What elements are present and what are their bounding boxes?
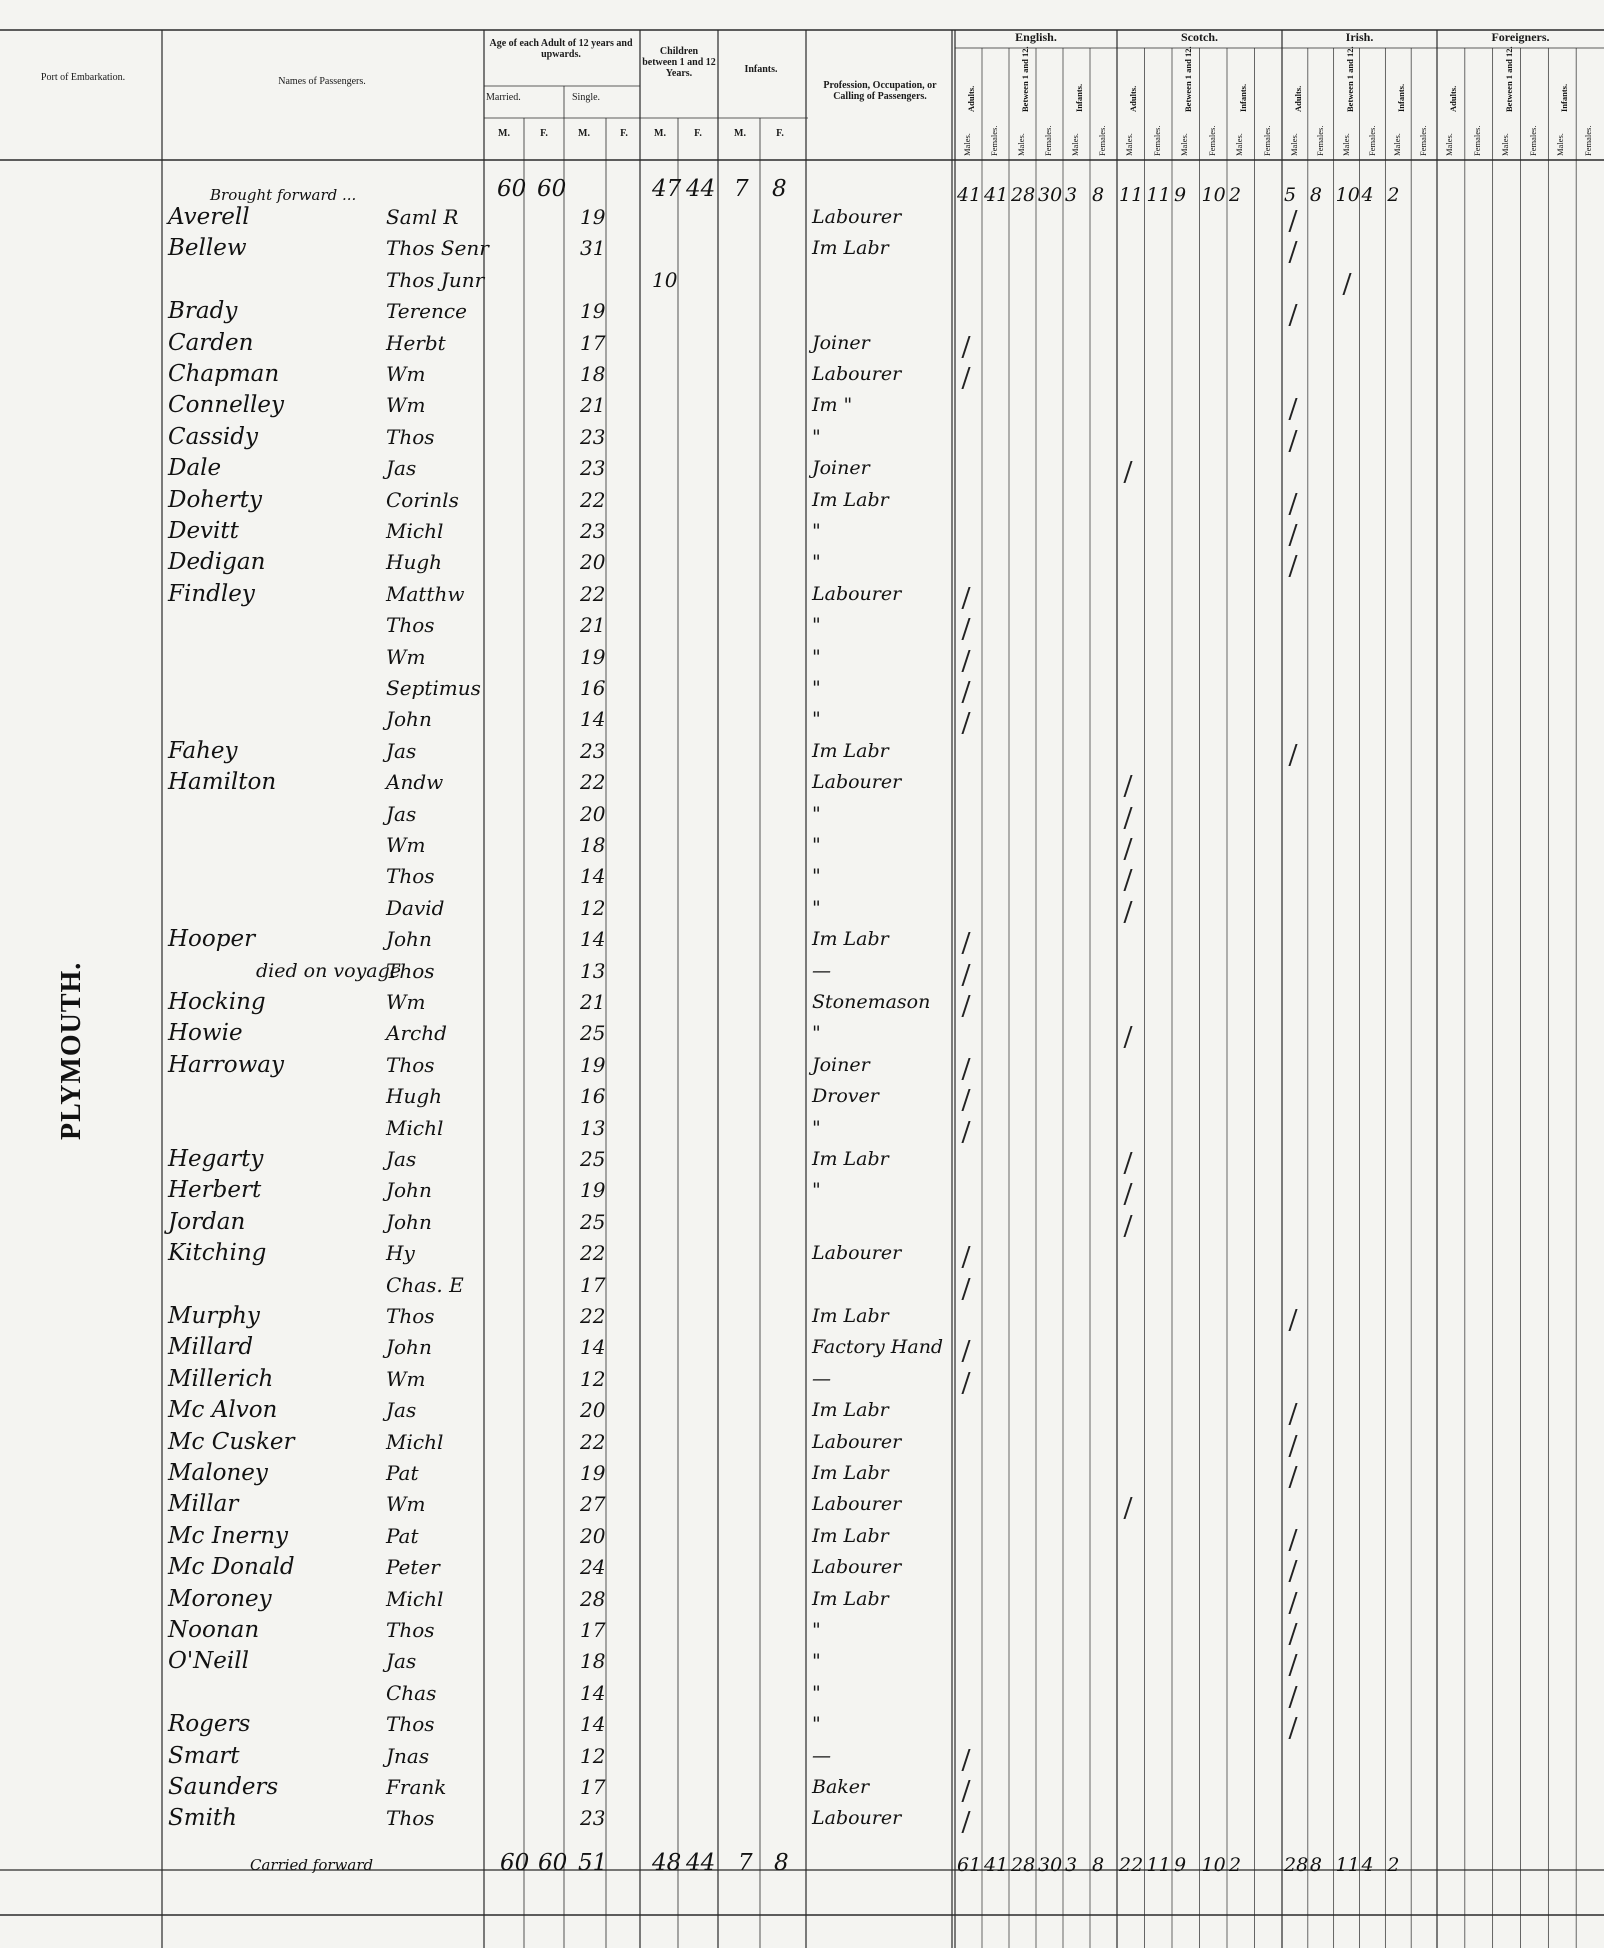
sex-subheader: Males. [1392,133,1403,156]
passenger-surname: Hegarty [168,1146,264,1172]
passenger-occ: " [812,551,821,574]
scotch-total: 11 [1146,1854,1171,1876]
passenger-age: 14 [580,1335,606,1360]
irish-total: 11 [1335,1854,1360,1876]
passenger-occ: — [812,1367,831,1390]
mf-label: M. [734,128,746,139]
passenger-age: 22 [580,1241,606,1266]
passenger-surname: Herbert [168,1177,262,1204]
passenger-surname: Chapman [168,361,280,387]
mf-label: F. [540,128,548,139]
bf-infants-f: 8 [772,176,787,202]
passenger-occ: Labourer [812,1556,902,1579]
passenger-age: 23 [580,738,606,763]
sex-subheader: Females. [1366,125,1377,156]
passenger-age: 19 [580,644,606,669]
passenger-age: 19 [580,299,606,324]
passenger-occ: Labourer [812,1493,902,1516]
scotch-total: 2 [1229,184,1242,206]
scotch-total: 9 [1174,1854,1187,1876]
passenger-age: 21 [580,990,606,1014]
scotch-total: 2 [1229,1854,1242,1876]
passenger-given: Michl [386,519,444,543]
cf-married-f: 60 [538,1850,568,1876]
passenger-surname: Mc Cusker [168,1428,295,1455]
passenger-given: Thos Junr [386,267,485,292]
age-group-subheader: Between 1 and 12. [1183,46,1193,112]
passenger-occ: " [812,425,821,448]
passenger-occ: Joiner [812,1053,870,1076]
english-total: 3 [1065,1854,1078,1876]
passenger-given: Jas [386,801,417,826]
passenger-occ: Labourer [812,1242,902,1265]
passenger-age: 27 [580,1492,606,1517]
passenger-given: Pat [386,1461,419,1485]
passenger-age: 12 [580,1743,606,1768]
passenger-age: 22 [580,770,606,795]
header-irish: Irish. [1345,30,1374,44]
passenger-occ: Im Labr [812,1587,889,1610]
passenger-occ: Im Labr [812,1148,889,1170]
passenger-age: 23 [580,519,606,543]
passenger-age: 13 [580,1115,606,1140]
mf-label: F. [694,128,702,139]
passenger-given: John [386,707,432,732]
passenger-age: 12 [580,1366,606,1391]
passenger-surname: Murphy [168,1303,260,1329]
passenger-given: Wm [386,644,426,669]
passenger-age: 17 [580,1272,606,1297]
passenger-occ: Im Labr [812,1462,889,1484]
passenger-surname: Mc Inerny [168,1522,289,1549]
passenger-surname: Devitt [168,518,239,544]
passenger-age: 20 [580,801,606,826]
age-group-subheader: Between 1 and 12. [1344,46,1355,112]
passenger-surname: Kitching [168,1240,267,1267]
header-children: Children between 1 and 12 Years. [642,46,716,79]
english-total: 41 [957,184,982,206]
bf-married-f: 60 [537,176,567,202]
passenger-occ: Im Labr [812,237,889,260]
passenger-age: 17 [580,1618,606,1642]
passenger-occ: Im Labr [812,1305,889,1327]
age-group-subheader: Adults. [1448,85,1458,112]
header-married: Married. [486,92,521,103]
passenger-surname: Carden [168,329,254,356]
passenger-given: Wm [386,833,426,857]
passenger-age: 28 [580,1586,606,1611]
passenger-given: Michl [386,1115,444,1140]
passenger-occ: Labourer [812,1430,902,1453]
scotch-total: 11 [1119,184,1144,206]
passenger-given: Andw [386,770,444,795]
sex-subheader: Males. [1340,133,1351,156]
mf-label: M. [578,128,590,139]
irish-total: 2 [1387,184,1400,206]
passenger-age: 21 [580,393,606,418]
passenger-given: Terence [386,299,467,324]
irish-total: 28 [1284,1854,1309,1876]
passenger-given: Frank [386,1775,447,1799]
passenger-occ: " [812,865,821,888]
passenger-occ: Im Labr [812,1399,889,1422]
passenger-surname: Doherty [168,486,262,513]
mf-label: M. [654,128,666,139]
sex-subheader: Females. [1527,125,1538,156]
sex-subheader: Females. [989,125,999,156]
passenger-surname: Dale [168,455,222,482]
passenger-occ: — [812,959,831,982]
mf-label: F. [776,128,784,139]
passenger-age: 19 [580,1461,606,1485]
irish-total: 5 [1284,184,1297,206]
passenger-age: 18 [580,362,606,386]
age-group-subheader: Adults. [1128,85,1138,112]
passenger-given: Jas [386,1398,417,1423]
passenger-given: Thos [386,1712,435,1737]
header-single: Single. [572,92,601,103]
passenger-age: 14 [580,927,606,952]
scotch-total: 11 [1146,184,1171,206]
passenger-occ: " [812,1116,821,1139]
passenger-surname: Saunders [168,1774,279,1800]
passenger-occ: " [812,708,821,731]
header-infants: Infants. [744,64,778,75]
passenger-surname: Moroney [168,1585,272,1612]
passenger-age: 17 [580,330,606,355]
passenger-age: 20 [580,1398,606,1423]
passenger-occ: Labourer [812,582,902,605]
passenger-occ: Drover [812,1085,879,1108]
sex-subheader: Males. [1070,133,1080,156]
cf-single-m: 51 [578,1850,608,1876]
passenger-age: 14 [580,1680,606,1705]
sex-subheader: Males. [962,133,972,156]
passenger-occ: Im " [812,394,853,417]
passenger-given: Septimus [386,676,481,700]
irish-total: 2 [1387,1854,1400,1876]
header-names: Names of Passengers. [278,76,366,87]
passenger-age: 19 [580,205,606,229]
cf-children-m: 48 [652,1850,682,1876]
passenger-age: 18 [580,1649,606,1674]
passenger-surname: Fahey [168,737,238,764]
passenger-given: Chas [386,1680,437,1705]
age-group-subheader: Adults. [966,85,976,112]
passenger-age: 25 [580,1147,606,1171]
passenger-given: Michl [386,1429,444,1454]
passenger-surname: Millerich [168,1365,274,1392]
passenger-given: Wm [386,1366,426,1391]
sex-subheader: Females. [1151,125,1162,156]
sex-subheader: Males. [1289,133,1299,156]
age-group-subheader: Infants. [1396,83,1407,112]
passenger-age: 24 [580,1555,606,1580]
passenger-given: Herbt [386,330,446,355]
passenger-age: 22 [580,1429,606,1454]
passenger-occ: " [812,834,821,856]
passenger-surname: O'Neill [168,1648,249,1675]
passenger-surname: Hamilton [168,769,277,796]
passenger-age: 17 [580,1775,606,1799]
bf-married-m: 60 [497,176,527,202]
age-group-subheader: Infants. [1238,83,1248,112]
passenger-age: 12 [580,895,606,920]
mf-label: M. [498,128,510,139]
passenger-given: Corinls [386,487,459,512]
passenger-occ: " [812,645,821,668]
passenger-occ: Im Labr [812,1524,889,1547]
english-total: 8 [1092,1854,1105,1876]
irish-total: 8 [1309,1854,1322,1876]
passenger-given: Hugh [386,550,443,575]
passenger-given: Jnas [386,1743,430,1768]
age-group-subheader: Infants. [1559,83,1570,112]
passenger-given: Wm [386,393,426,418]
passenger-occ: Im Labr [812,739,889,762]
scotch-total: 9 [1174,184,1187,206]
passenger-surname: Jordan [168,1208,246,1235]
passenger-surname: Smith [168,1805,237,1832]
passenger-surname: Findley [168,580,255,607]
passenger-age: 20 [580,550,606,575]
passenger-given: John [386,1209,432,1234]
passenger-age: 18 [580,833,606,857]
passenger-surname: Cassidy [168,423,258,450]
passenger-age: 19 [580,1178,606,1203]
passenger-age: 14 [580,864,606,889]
passenger-surname: Smart [168,1742,240,1769]
sex-subheader: Females. [1097,125,1107,156]
passenger-age: 19 [580,1052,606,1077]
english-total: 3 [1065,184,1078,206]
sex-subheader: Males. [1179,133,1189,156]
passenger-given: Thos [386,1052,435,1077]
age-group-subheader: Between 1 and 12. [1020,46,1030,112]
cf-infants-f: 8 [774,1850,789,1876]
sex-subheader: Females. [1206,125,1217,156]
passenger-surname: Hocking [168,989,266,1015]
passenger-age: 14 [580,1712,606,1737]
passenger-surname: Dedigan [168,549,266,576]
passenger-occ: Joiner [812,331,870,354]
passenger-given: Thos [386,958,435,983]
passenger-occ: — [812,1744,831,1767]
passenger-given: Thos [386,864,435,889]
passenger-age: 25 [580,1209,606,1234]
passenger-age: 14 [580,707,606,732]
passenger-occ: " [812,1022,821,1045]
passenger-given: Matthw [386,581,465,606]
age-group-subheader: Infants. [1074,83,1084,112]
sex-subheader: Females. [1043,125,1053,156]
sex-subheader: Females. [1418,125,1429,156]
english-total: 28 [1011,1854,1036,1876]
sex-subheader: Females. [1583,125,1594,156]
passenger-child: 10 [652,267,678,292]
passenger-given: Thos [386,1618,435,1642]
irish-total: 4 [1361,1854,1374,1876]
bf-children-m: 47 [652,176,682,202]
passenger-occ: Labourer [812,1807,902,1830]
passenger-surname: Millar [168,1491,239,1518]
passenger-age: 23 [580,456,606,481]
sex-subheader: Males. [1234,133,1244,156]
passenger-age: 31 [580,236,606,261]
header-english: English. [1015,30,1057,44]
passenger-given: Thos [386,613,435,638]
sex-subheader: Females. [1471,125,1482,156]
passenger-given: Wm [386,990,426,1014]
passenger-occ: " [812,1681,821,1704]
passenger-occ: " [812,614,821,637]
passenger-surname: Millard [168,1334,254,1361]
sex-subheader: Males. [1499,133,1510,156]
passenger-occ: " [812,1619,821,1641]
bf-infants-m: 7 [734,176,749,202]
passenger-age: 16 [580,676,606,700]
passenger-surname: Mc Alvon [168,1397,278,1424]
english-total: 41 [984,184,1009,206]
passenger-given: John [386,1335,432,1360]
scotch-total: 22 [1119,1854,1144,1876]
scotch-total: 10 [1201,1854,1226,1876]
passenger-surname: Averell [168,204,250,230]
passenger-occ: " [812,1179,821,1202]
passenger-given: John [386,1178,432,1203]
passenger-age: 16 [580,1084,606,1109]
english-total: 28 [1011,184,1036,206]
passenger-given: Jas [386,456,417,481]
passenger-surname: Harroway [168,1051,284,1078]
english-total: 8 [1092,184,1105,206]
passenger-given: Thos [386,424,435,449]
passenger-occ: Im Labr [812,488,889,511]
passenger-age: 23 [580,424,606,449]
passenger-given: John [386,927,432,952]
passenger-age: 21 [580,613,606,638]
header-port: Port of Embarkation. [40,72,126,83]
carried-forward-label: Carried forward [250,1856,374,1874]
english-total: 61 [957,1854,982,1876]
port-name: PLYMOUTH. [56,961,87,1140]
passenger-surname: Connelley [168,392,284,419]
passenger-occ: " [812,1713,821,1736]
passenger-surname: Maloney [168,1460,268,1486]
cf-children-f: 44 [686,1850,716,1876]
passenger-given: Hugh [386,1084,443,1109]
english-total: 30 [1038,1854,1063,1876]
passenger-given: Archd [386,1021,447,1046]
passenger-given: Pat [386,1523,419,1548]
passenger-occ: Stonemason [812,991,931,1013]
passenger-surname: Noonan [168,1617,260,1643]
passenger-given: Thos Senr [386,236,489,261]
passenger-occ: " [812,520,821,542]
passenger-age: 22 [580,1304,606,1328]
passenger-given: Wm [386,1492,426,1517]
passenger-occ: Labourer [812,363,902,385]
passenger-given: Wm [386,362,426,386]
passenger-surname: Mc Donald [168,1554,295,1581]
passenger-occ: Im Labr [812,928,889,951]
passenger-occ: " [812,802,821,825]
passenger-occ: Baker [812,1776,870,1798]
brought-forward-label: Brought forward ... [210,186,357,204]
passenger-given: Saml R [386,205,459,229]
passenger-given: Chas. E [386,1272,464,1297]
passenger-given: Michl [386,1586,444,1611]
passenger-given: Thos [386,1304,435,1328]
passenger-surname: Brady [168,298,238,325]
passenger-occ: Labourer [812,771,902,794]
passenger-age: 25 [580,1021,606,1046]
scotch-total: 10 [1201,184,1226,206]
sex-subheader: Females. [1314,125,1325,156]
english-total: 41 [984,1854,1009,1876]
passenger-given: Jas [386,1649,417,1674]
passenger-occ: Factory Hand [812,1336,944,1359]
header-foreigners: Foreigners. [1491,30,1550,44]
passenger-given: Peter [386,1555,440,1580]
passenger-surname: Bellew [168,235,247,262]
passenger-occ: " [812,1650,821,1673]
cf-infants-m: 7 [738,1850,753,1876]
sex-subheader: Males. [1444,133,1454,156]
irish-total: 8 [1309,184,1322,206]
age-group-subheader: Between 1 and 12. [1503,46,1514,112]
passenger-age: 20 [580,1523,606,1548]
passenger-surname: Rogers [168,1711,251,1738]
irish-total: 4 [1361,184,1374,206]
passenger-occ: Labourer [812,206,902,228]
passenger-occ: " [812,896,821,919]
header-age-adult: Age of each Adult of 12 years and upwards. [489,38,633,60]
sex-subheader: Males. [1555,133,1566,156]
passenger-occ: Joiner [812,457,870,480]
passenger-occ: " [812,677,821,699]
passenger-given: Thos [386,1806,435,1831]
header-profession: Profession, Occupation, or Calling of Passengers. [823,80,937,102]
passenger-age: 13 [580,958,606,983]
sex-subheader: Males. [1016,133,1026,156]
passenger-surname: died on voyage [256,959,402,982]
sex-subheader: Females. [1261,125,1272,156]
passenger-surname: Howie [168,1020,243,1047]
passenger-age: 22 [580,581,606,606]
passenger-surname: Hooper [168,926,256,953]
english-total: 30 [1038,184,1063,206]
passenger-age: 23 [580,1806,606,1831]
age-group-subheader: Adults. [1293,85,1303,112]
passenger-given: David [386,895,445,920]
sex-subheader: Males. [1124,133,1134,156]
mf-label: F. [620,128,628,139]
passenger-given: Jas [386,1147,417,1171]
passenger-age: 22 [580,487,606,512]
cf-married-m: 60 [500,1850,530,1876]
passenger-given: Hy [386,1241,415,1266]
header-scotch: Scotch. [1181,30,1218,44]
irish-total: 10 [1335,184,1360,206]
passenger-given: Jas [386,738,417,763]
bf-children-f: 44 [686,176,716,202]
